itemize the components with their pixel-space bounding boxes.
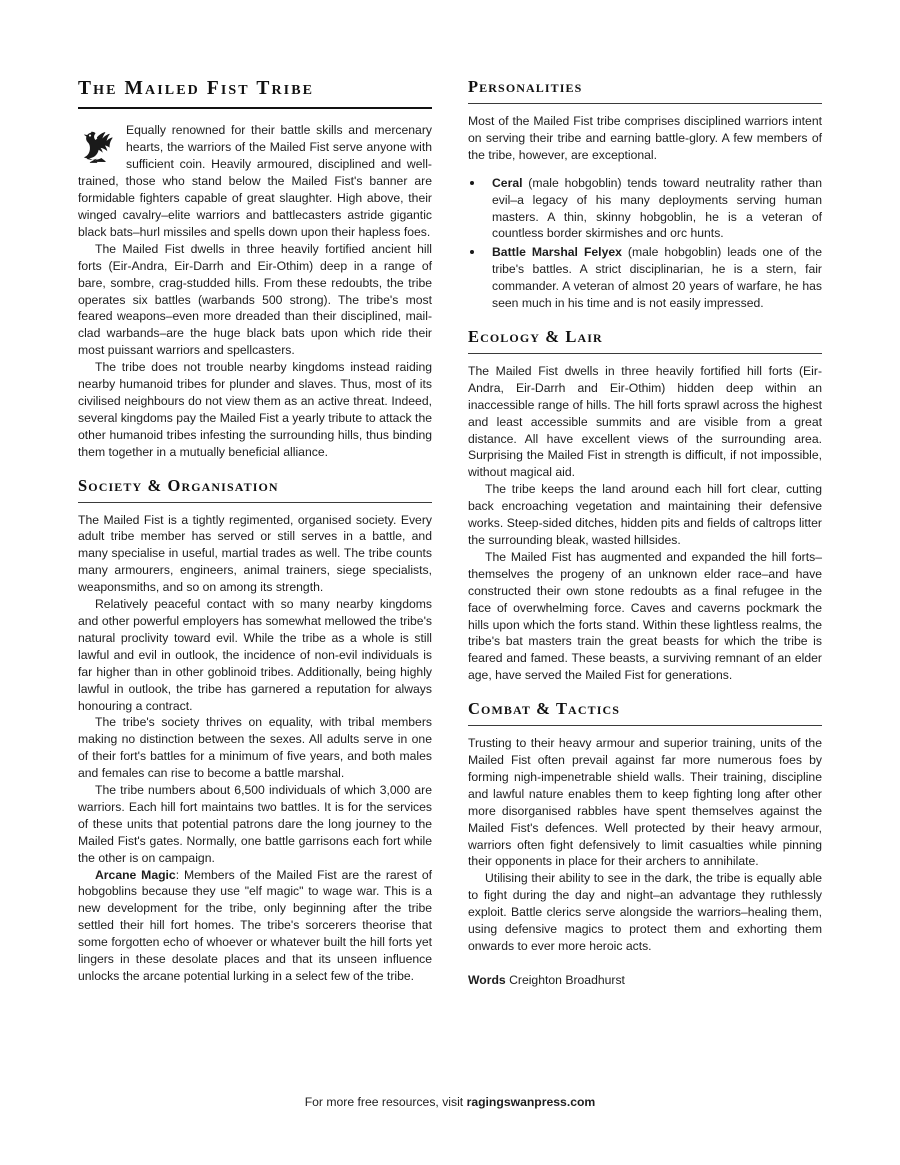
right-column: [468, 78, 822, 989]
personalities-intro: Most of the Mailed Fist tribe comprises disciplined warriors intent on serving their tribe and earning battle-glory. A few members of the tribe, however, are exceptional.: [468, 113, 822, 162]
personality-name: Battle Marshal Felyex: [492, 245, 622, 260]
ecology-paragraph-3: The Mailed Fist has augmented and expanded the hill forts–themselves the progeny of an unknown elder race–and have constructed their own stone redoubts as a final refugee in the face of overwhelming force. Caves and caverns pockmark the hills upon which the forts stand. Within these lightless realms, the tribe's bat masters train the great beasts for which the tribe is feared and famed. These beasts, a surviving remnant of an elder age, have served the Mailed Fist for generations.: [468, 549, 822, 683]
society-paragraph-3: The tribe's society thrives on equality, with tribal members making no distinction between the sexes. All adults serve in one of their fort's battles for a minimum of five years, and both males and females can rise to become a battle marshal.: [78, 715, 432, 781]
bullet-icon: [470, 250, 474, 254]
combat-paragraph-1: Trusting to their heavy armour and superior training, units of the Mailed Fist often prevail against far more numerous foes by forming nigh-impenetrable shield walls. Their training, discipline and lawful nature enables them to keep fighting long after other more disorganised rabbles have spent themselves against the Mailed Fist's defences. Well protected by their heavy armour, warriors often fight defensively to limit casualties while pinning their opponents in place for their archers to annihilate.: [468, 736, 822, 869]
footer-text: For more free resources, visit: [304, 1095, 467, 1109]
list-item: [468, 244, 822, 312]
section-divider-society: [78, 502, 432, 503]
bullet-icon: [470, 181, 474, 185]
arcane-magic-lead-in: Arcane Magic: [95, 867, 176, 882]
footer-website-link[interactable]: ragingswanpress.com: [466, 1095, 596, 1109]
section-heading-personalities: Personalities: [468, 77, 583, 96]
intro-text-1: Equally renowned for their battle skills and mercenary hearts, the warriors of the Mailed Fist serve anyone with sufficient coin. Heavily armoured, disciplined and well-trained, those who stand below the Mailed Fist's banner are formidable fighters capable of great slaughter. High above, their winged cavalry–elite warriors and battlecasters astride gigantic black bats–hurl missiles and spells down upon their hapless foes.: [78, 123, 432, 239]
list-item: [468, 175, 822, 243]
society-paragraph-2: Relatively peaceful contact with so many nearby kingdoms and other powerful employers has somewhat mellowed the tribe's natural proclivity toward evil. While the tribe as a whole is still lawful and evil in outlook, the incidence of non-evil individuals is far higher than in other goblinoid tribes. Additionally, being highly lawful in outlook, the tribe has garnered a reputation for always honouring a contract.: [78, 597, 432, 713]
section-divider-ecology: [468, 353, 822, 354]
personality-name: Ceral: [492, 175, 523, 190]
combat-paragraph-2: Utilising their ability to see in the dark, the tribe is equally able to fight during the day and night–an advantage they ruthlessly exploit. Battle clerics serve alongside the warriors–healing them, using defensive magics to protect them and exhorting them onwards to ever more heroic acts.: [468, 871, 822, 953]
page-footer: [0, 1095, 900, 1109]
section-heading-combat: Combat & Tactics: [468, 699, 621, 719]
byline-label: Words: [468, 972, 506, 987]
intro-paragraph-1: [78, 122, 432, 240]
byline: [468, 972, 822, 989]
arcane-magic-paragraph: [78, 867, 432, 985]
personality-description: (male hobgoblin) leads one of the tribe's battles. A strict disciplinarian, he is a stern, fair commander. A veteran of almost 20 years of warfare, he has seen much in his time and is not easily impressed.: [492, 245, 822, 311]
two-column-layout: [78, 78, 822, 989]
ecology-paragraph-1: The Mailed Fist dwells in three heavily fortified hill forts (Eir-Andra, Eir-Darrh and Eir-Othim) hidden deep within an inaccessible range of hills. The hill forts sprawl across the highest and least accessible summits and are visible from a great distance. All have excellent views of the surrounding area. Surprising the Mailed Fist in strength is difficult, if not impossible, without magical aid.: [468, 363, 822, 480]
intro-paragraph-3: The tribe does not trouble nearby kingdoms instead raiding nearby humanoid tribes for plunder and slaves. Thus, most of its civilised neighbours do not view them as an active threat. Indeed, several kingdoms pay the Mailed Fist a yearly tribute to attack the other humanoid tribes infesting the surrounding hills, thus binding them together in a mutually beneficial alliance.: [78, 360, 432, 459]
society-paragraph-4: The tribe numbers about 6,500 individuals of which 3,000 are warriors. Each hill fort maintains two battles. It is for the services of these units that potential patrons dare the long journey to the Mailed Fist's gates. Normally, one battle garrisons each fort while the other is on campaign.: [78, 783, 432, 865]
ecology-paragraph-2: The tribe keeps the land around each hill fort clear, cutting back encroaching vegetation and maintaining their defensive works. Steep-sided ditches, hidden pits and fields of caltrops litter the surrounding bleak, wasted hillsides.: [468, 482, 822, 547]
section-divider-personalities: [468, 103, 822, 104]
section-heading-society: Society & Organisation: [78, 475, 279, 495]
personality-description: (male hobgoblin) tends toward neutrality rather than evil–a legacy of his many deployments serving human masters. A thin, skinny hobgoblin, he is a veteran of countless border skirmishes and orc hunts.: [492, 175, 822, 241]
title-divider: [78, 107, 432, 109]
arcane-magic-text: : Members of the Mailed Fist are the rarest of hobgoblins because they use "elf magic" to wage war. This is a new development for the tribe, only beginning after the tribe settled their hill fort homes. The tribe's sorcerers theorise that some forgotten echo of whoever or whatever built the hill forts yet lingers in these desolate places and that its unseen influence unlocks the arcane potential lurking in a select few of the tribe.: [78, 867, 433, 983]
black-swan-logo: [78, 124, 118, 166]
society-paragraph-1: The Mailed Fist is a tightly regimented, organised society. Every adult tribe member has served or still serves in a battle, and many specialise in useful, martial trades as well. The tribe counts many armourers, engineers, animal trainers, siege specialists, weaponsmiths, and so on among its strength.: [78, 512, 432, 595]
intro-paragraph-2: The Mailed Fist dwells in three heavily fortified ancient hill forts (Eir-Andra, Eir-Darrh and Eir-Othim) deep in a range of bare, sombre, crag-studded hills. From these redoubts, the tribe operates six battles (warbands 500 strong). The tribe's most feared weapons–even more dreaded than their disciplined, mail-clad warbands–are the huge black bats upon which ride their most puissant warriors and spellcasters.: [78, 241, 432, 358]
byline-author: Creighton Broadhurst: [505, 972, 625, 987]
page-title: The Mailed Fist Tribe: [78, 78, 315, 99]
personalities-list: [468, 175, 822, 312]
left-column: [78, 78, 432, 989]
section-heading-ecology: Ecology & Lair: [468, 326, 603, 346]
section-divider-combat: [468, 725, 822, 726]
